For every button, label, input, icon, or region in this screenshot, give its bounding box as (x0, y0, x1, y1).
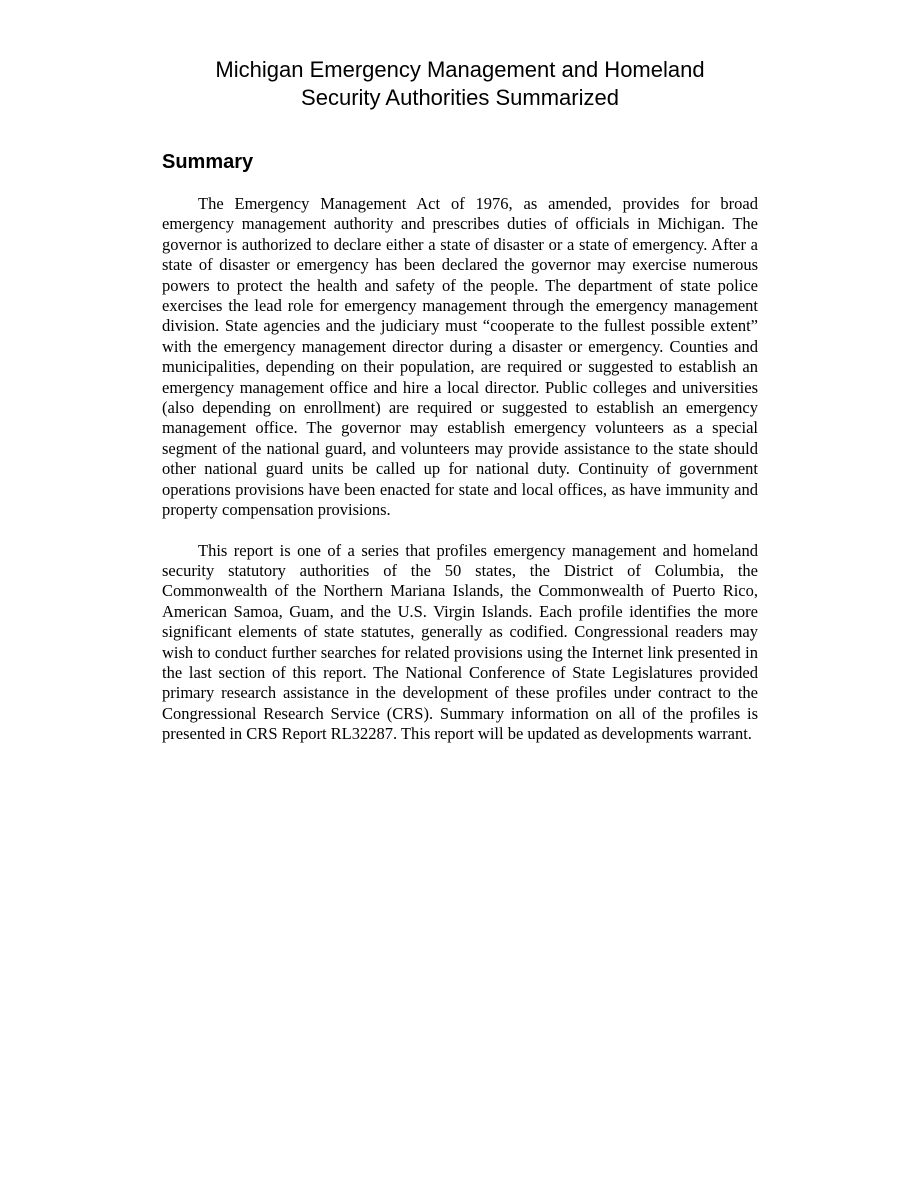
summary-paragraph-2: This report is one of a series that profiles emergency management and homeland security statutory authorities of the 50 states, the District of Columbia, the Commonwealth of the Northern Mariana Islands, the Commonwealth of Puerto Rico, American Samoa, Guam, and the U.S. Virgin Islands. Each profile identifies the more significant elements of state statutes, generally as codified. Congressional readers may wish to conduct further searches for related provisions using the Internet link presented in the last section of this report. The National Conference of State Legislatures provided primary research assistance in the development of these profiles under contract to the Congressional Research Service (CRS). Summary information on all of the profiles is presented in CRS Report RL32287. This report will be updated as developments warrant. (162, 540, 758, 744)
document-title-line-1: Michigan Emergency Management and Homeland (215, 57, 705, 82)
document-title-line-2: Security Authorities Summarized (301, 85, 619, 110)
document-page (162, 0, 758, 745)
summary-paragraph-1: The Emergency Management Act of 1976, as amended, provides for broad emergency management authority and prescribes duties of officials in Michigan. The governor is authorized to declare either a state of disaster or a state of emergency. After a state of disaster or emergency has been declared the governor may exercise numerous powers to protect the health and safety of the people. The department of state police exercises the lead role for emergency management through the emergency management division. State agencies and the judiciary must “cooperate to the fullest possible extent” with the emergency management director during a disaster or emergency. Counties and municipalities, depending on their population, are required or suggested to establish an emergency management office and hire a local director. Public colleges and universities (also depending on enrollment) are required or suggested to establish an emergency management office. The governor may establish emergency volunteers as a special segment of the national guard, and volunteers may provide assistance to the state should other national guard units be called up for national duty. Continuity of government operations provisions have been enacted for state and local offices, as have immunity and property compensation provisions. (162, 194, 758, 520)
section-heading-summary: Summary (162, 151, 254, 173)
document-title (162, 56, 758, 112)
